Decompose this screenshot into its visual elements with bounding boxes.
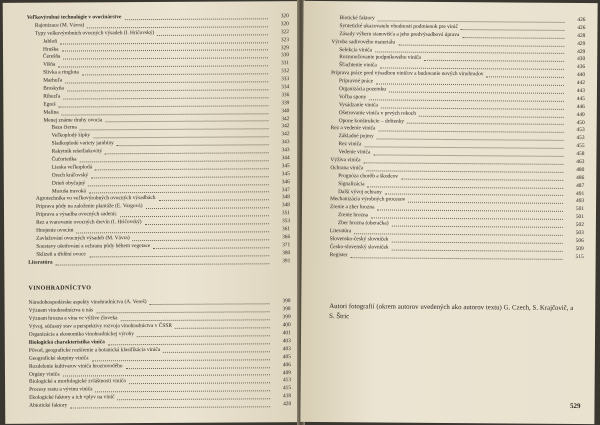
dot-leader: [70, 405, 270, 408]
toc-entry-page: 436: [577, 64, 586, 71]
toc-entry: [28, 258, 290, 267]
toc-entry-page: 405: [282, 353, 291, 360]
toc-entry-title: Moruša travoká: [51, 187, 86, 195]
dot-leader: [391, 225, 562, 228]
toc-entry-title: Broskyňa: [43, 85, 64, 92]
dot-leader: [354, 232, 563, 236]
toc-entry-page: 430: [577, 56, 586, 63]
dot-leader: [129, 382, 270, 385]
toc-entry-page: 345: [281, 170, 290, 178]
toc-entry-page: 329: [280, 44, 290, 51]
toc-entry-page: 429: [577, 40, 586, 47]
toc-list-left: [27, 13, 291, 267]
dot-leader: [56, 262, 270, 265]
dot-leader: [366, 169, 563, 173]
dot-leader: [376, 82, 564, 85]
toc-entry-page: 501: [575, 214, 584, 221]
dot-leader: [389, 90, 564, 93]
toc-entry-title: Voľba spony: [338, 94, 367, 101]
toc-entry-page: 426: [577, 16, 586, 24]
toc-entry-page: 391: [282, 257, 291, 264]
toc-entry-title: Biologické a morfologické zvláštnosti viniča: [29, 378, 126, 386]
dot-leader: [363, 161, 563, 165]
toc-entry-title: Výživa viniča: [330, 157, 361, 164]
dot-leader: [88, 183, 269, 186]
toc-entry-title: Biotické faktory: [339, 15, 375, 22]
dot-leader: [385, 193, 563, 196]
toc-entry-title: Prípravné práce: [339, 78, 374, 85]
dot-leader: [95, 167, 269, 170]
toc-entry-page: 443: [576, 88, 585, 95]
toc-entry-title: Hruška: [42, 46, 59, 53]
toc-entry-page: 501: [575, 206, 585, 213]
dot-leader: [108, 342, 270, 345]
toc-entry-page: 453: [576, 135, 585, 142]
dot-leader: [163, 350, 270, 353]
dot-leader: [157, 33, 268, 36]
left-page: [3, 1, 302, 424]
toc-entry-page: 342: [281, 131, 290, 138]
dot-leader: [369, 98, 564, 102]
toc-entry-page: 398: [282, 306, 291, 313]
toc-entry-title: Ríbezľa: [43, 93, 61, 100]
dot-leader: [424, 59, 564, 62]
toc-entry-page: 420: [283, 401, 292, 408]
toc-entry-page: 347: [281, 186, 290, 193]
toc-entry-page: 361: [281, 226, 291, 233]
dot-leader: [398, 43, 564, 46]
toc-entry-title: Sladkoplodé variety jarabiny: [51, 140, 114, 147]
toc-entry: [29, 401, 291, 410]
toc-entry-page: 336: [281, 92, 290, 99]
toc-entry-page: 331: [280, 60, 290, 67]
toc-entry-page: 503: [575, 230, 584, 237]
dot-leader: [377, 138, 564, 141]
toc-entry-title: Príprava pôdy na založenie plantáže (E. Vargová): [35, 203, 143, 211]
toc-entry-title: Syntetické ukazovatele vhodnosti podmienok pre vinič: [339, 23, 458, 30]
toc-entry-title: Ochrana viniča: [330, 164, 364, 172]
toc-entry-title: Slivka a ringlota: [43, 69, 79, 76]
dot-leader: [89, 191, 269, 194]
dot-leader: [351, 256, 563, 260]
dot-leader: [59, 104, 269, 107]
dot-leader: [175, 326, 270, 329]
photo-credits: Autori fotografií (okrem autorov uvedených ako autorov textu) G. Czech, S. Krajčovič, a S. Štric: [329, 302, 574, 320]
toc-entry-page: 455: [576, 143, 585, 150]
toc-entry-title: Rakytník rešetliakovitý: [51, 148, 103, 155]
toc-entry-page: 440: [576, 72, 586, 79]
dot-leader: [91, 358, 269, 361]
dot-leader: [364, 145, 563, 149]
dot-leader: [461, 28, 565, 31]
toc-entry-title: Jabloň: [42, 38, 58, 45]
toc-entry-page: 491: [576, 190, 585, 197]
toc-entry-page: 330: [280, 52, 290, 59]
dot-leader: [124, 17, 267, 20]
toc-entry-title: Egreš: [43, 101, 56, 108]
toc-entry-title: Zrenie a zber hrozna: [330, 204, 375, 211]
toc-entry-title: Agrotechnika vo veľkovýrobných ovocných výsadbách: [35, 195, 156, 203]
toc-entry-page: 345: [281, 163, 290, 170]
toc-entry-page: 487: [576, 182, 585, 189]
toc-entry-title: Baza čierna: [51, 124, 77, 132]
toc-entry-page: 353: [281, 218, 291, 225]
dot-leader: [408, 201, 563, 204]
dot-leader: [380, 67, 564, 70]
dot-leader: [378, 130, 563, 133]
toc-entry-page: 334: [281, 84, 290, 91]
toc-entry-title: Čerešňa: [43, 53, 61, 61]
dot-leader: [91, 175, 269, 178]
page-number: 529: [569, 401, 581, 411]
toc-entry-title: Malina: [43, 109, 59, 116]
toc-entry-page: 415: [282, 385, 292, 392]
toc-entry-title: Lieska veľkoplodá: [51, 164, 93, 171]
dot-leader: [486, 75, 564, 78]
toc-entry-page: 449: [576, 111, 585, 118]
toc-entry: [330, 252, 584, 262]
toc-entry-title: Orech kráľovský: [51, 172, 89, 179]
toc-entry-page: 458: [576, 151, 585, 158]
right-page: [300, 1, 597, 424]
toc-entry-title: Význam hrozna a vína ve výžive človeka: [28, 315, 118, 323]
dot-leader: [62, 49, 268, 52]
dot-leader: [120, 214, 269, 217]
toc-entry-title: Výroba sadivového materiálu: [331, 38, 396, 46]
toc-entry-page: 320: [280, 21, 289, 28]
toc-entry-page: 463: [576, 159, 585, 166]
toc-entry-title: Signalizácia: [338, 180, 365, 188]
dot-leader: [126, 366, 270, 369]
toc-entry-title: Hnojenie ovocím: [36, 227, 74, 234]
toc-entry-page: 453: [576, 127, 585, 134]
toc-entry-page: 515: [575, 253, 584, 260]
toc-entry-page: 426: [577, 24, 586, 31]
dot-leader: [371, 217, 563, 221]
dot-leader: [105, 151, 269, 154]
toc-entry-title: Literatúra: [329, 228, 352, 235]
toc-entry-page: 409: [282, 369, 291, 376]
toc-entry-title: Prognóza chorôb a škodcov: [338, 172, 399, 180]
toc-entry-title: Register: [329, 251, 348, 258]
toc-entry-title: Marhuľa: [43, 77, 63, 84]
toc-entry-title: Typy velkovýrobních ovocných výsadeb (I. Hričovský): [34, 29, 155, 37]
toc-entry-title: Význam vinohradníctva u nás: [28, 307, 94, 315]
toc-entry-title: Zrenie hrozna: [337, 212, 369, 219]
toc-entry-page: 418: [283, 393, 292, 400]
toc-entry-title: Organizácia pozemku: [338, 86, 387, 93]
toc-entry-title: Další vývoj ochrany: [338, 188, 382, 196]
toc-entry-title: Česko-slovenský slovníček: [329, 243, 389, 251]
toc-entry-title: Základné pojmy: [338, 133, 374, 140]
toc-entry-page: 502: [575, 222, 584, 229]
dot-leader: [381, 106, 564, 109]
dot-leader: [391, 240, 562, 243]
toc-entry-page: 401: [282, 330, 291, 337]
toc-entry-title: Rez viniča: [338, 141, 362, 148]
dot-leader: [80, 159, 269, 162]
dot-leader: [58, 65, 268, 68]
dot-leader: [65, 80, 268, 83]
dot-leader: [63, 96, 268, 99]
dot-leader: [89, 254, 269, 257]
toc-entry-page: 332: [281, 68, 290, 75]
toc-entry-title: Čučoriedka: [51, 156, 77, 163]
toc-entry-page: 445: [576, 95, 585, 102]
toc-entry-page: 342: [281, 115, 290, 122]
toc-entry-page: 413: [282, 377, 292, 384]
dot-leader: [401, 177, 563, 180]
dot-leader: [145, 207, 268, 210]
toc-entry-page: 403: [282, 338, 291, 345]
toc-entry-title: Zásady výberu stanovišťa a jeho predvýsadbová úprava: [339, 30, 460, 38]
toc-entry-page: 406: [282, 361, 291, 368]
toc-entry-page: 403: [282, 345, 291, 353]
toc-entry-title: Vedenie viniča: [338, 149, 371, 156]
dot-leader: [121, 318, 270, 321]
toc-list-left-viticulture: [29, 299, 292, 411]
section-heading: VINOHRADNÍCTVO: [28, 284, 92, 292]
toc-entry-page: 348: [281, 194, 290, 201]
dot-leader: [150, 303, 270, 306]
toc-entry-title: Slovensko-český slovníček: [329, 235, 389, 243]
toc-entry-page: 344: [281, 155, 290, 162]
dot-leader: [67, 88, 268, 91]
toc-entry-title: Organizácia a ekonomika vinohradníckej výroby: [28, 331, 135, 338]
toc-entry-title: Biologická charakteristika viniča: [28, 339, 105, 346]
toc-entry-page: 398: [282, 298, 291, 305]
dot-leader: [137, 334, 270, 337]
toc-entry-page: 340: [281, 107, 290, 114]
dot-leader: [392, 248, 563, 251]
dot-leader: [62, 112, 269, 115]
toc-entry-title: Rez a tvarovanie ovocných drevín (I. Hričovský): [36, 219, 142, 226]
dot-leader: [377, 209, 563, 212]
dot-leader: [60, 41, 268, 44]
dot-leader: [93, 136, 268, 139]
dot-leader: [419, 114, 564, 117]
toc-entry-page: 348: [281, 202, 290, 209]
dot-leader: [375, 51, 564, 54]
dot-leader: [96, 389, 271, 392]
toc-entry-title: Ekologické faktory a ich vplyv na vinič: [29, 394, 115, 401]
toc-entry-page: 342: [281, 123, 290, 130]
toc-entry-page: 506: [575, 237, 584, 244]
dot-leader: [145, 222, 269, 225]
toc-entry-title: Opone konštrukcie – drôtenky: [338, 117, 405, 125]
toc-entry-page: 509: [575, 245, 584, 252]
toc-entry-title: Geografické skupiny viniča: [28, 355, 89, 362]
dot-leader: [76, 230, 269, 233]
toc-entry-title: Veľkovýrobné technológie v ovocinárstve: [26, 14, 122, 21]
toc-entry-title: Abiotické faktory: [29, 402, 68, 409]
toc-entry-title: Rajonizace (M. Vávra): [34, 22, 85, 29]
dot-leader: [153, 246, 269, 249]
toc-entry-title: Rozdelenie kultivarov viniča hroznorodého: [28, 362, 123, 370]
dot-leader: [368, 185, 564, 189]
toc-entry-title: Zavlažování ovocných výsadeb (M. Vávra): [36, 235, 130, 242]
toc-entry-title: Príprava práce pred výsadbou viničov a budovanie nových vinohradov: [331, 70, 484, 78]
toc-entry-page: 480: [576, 166, 585, 173]
toc-entry-title: Vývoj, súčasný stav a perspektívy rozvoja vinohradníctva v ČSSR: [28, 323, 172, 330]
toc-entry-title: Rez a vedenie viniča: [330, 125, 376, 132]
toc-entry-title: Sklizeň a třídění ovoce: [36, 251, 86, 258]
dot-leader: [407, 122, 564, 125]
dot-leader: [133, 238, 270, 241]
toc-entry-title: Selekcia viniča: [339, 46, 373, 53]
toc-entry-page: 343: [281, 147, 290, 154]
toc-entry-page: 429: [577, 48, 586, 55]
toc-entry-page: 380: [282, 249, 291, 256]
toc-entry-page: 346: [281, 178, 290, 185]
toc-entry-title: Orgány viniča: [28, 371, 60, 378]
toc-entry-title: Vysádzanie viniča: [338, 101, 378, 109]
toc-entry-page: 323: [280, 36, 289, 43]
dot-leader: [462, 36, 564, 39]
toc-entry-title: Šľachtenie viniča: [339, 62, 377, 69]
dot-leader: [117, 143, 269, 146]
toc-entry-page: 428: [577, 32, 586, 39]
toc-entry-page: 366: [282, 234, 291, 241]
dot-leader: [82, 72, 268, 75]
toc-entry-title: Zber hrozna (oberačka): [337, 220, 389, 227]
toc-entry-title: Veľkoplodý šípky: [51, 132, 91, 139]
toc-entry-page: 371: [282, 241, 291, 249]
toc-entry-page: 351: [281, 210, 291, 217]
toc-entry-title: Príprava a výsadba ovocných sadeníc: [35, 211, 117, 218]
toc-entry-title: Mechanizácia výrobných procesov: [330, 196, 406, 204]
dot-leader: [158, 199, 268, 202]
toc-entry-title: Pôvod, geografické rozšírenie a botanická klasifikácia viniča: [28, 346, 161, 354]
dot-leader: [378, 19, 565, 22]
dot-leader: [373, 153, 563, 156]
toc-entry-title: Rozmnožovanie podpníkového viniča: [339, 54, 421, 62]
toc-entry-title: Ošetrovanie viniča v prvých rokoch: [338, 109, 417, 117]
toc-list-right: [330, 15, 586, 262]
toc-entry-page: 399: [282, 314, 291, 321]
dot-leader: [96, 311, 269, 314]
toc-entry-page: 450: [576, 119, 585, 126]
dot-leader: [63, 57, 268, 60]
toc-entry-page: 400: [282, 322, 291, 329]
toc-entry-title: Višňa: [43, 61, 56, 68]
dot-leader: [105, 120, 268, 123]
dot-leader: [63, 374, 270, 377]
toc-entry-page: 339: [281, 99, 290, 106]
toc-entry-title: Drieň obyčajný: [51, 180, 86, 187]
toc-entry-page: 333: [281, 76, 290, 83]
toc-entry-title: Soustavy ošetřování a ochranu půdy během vegetace: [36, 242, 151, 250]
dot-leader: [80, 128, 269, 131]
toc-entry-page: 343: [281, 139, 290, 146]
toc-entry-page: 446: [576, 103, 585, 110]
toc-entry-title: Národohospodárske aspekty vinohradníctva (A. Vereš): [28, 299, 147, 307]
toc-entry-page: 320: [280, 13, 289, 20]
dot-leader: [87, 25, 268, 28]
toc-entry-title: Menej známe druhy ovocia: [43, 116, 103, 124]
toc-entry-page: 322: [280, 28, 289, 35]
toc-entry-title: Procesy rastu a vývinu viniča: [29, 386, 93, 394]
toc-entry-page: 486: [576, 174, 585, 181]
toc-entry-title: Literatúra: [28, 259, 53, 266]
toc-entry-page: 493: [575, 198, 585, 205]
toc-entry-page: 442: [576, 80, 586, 87]
dot-leader: [117, 397, 270, 400]
